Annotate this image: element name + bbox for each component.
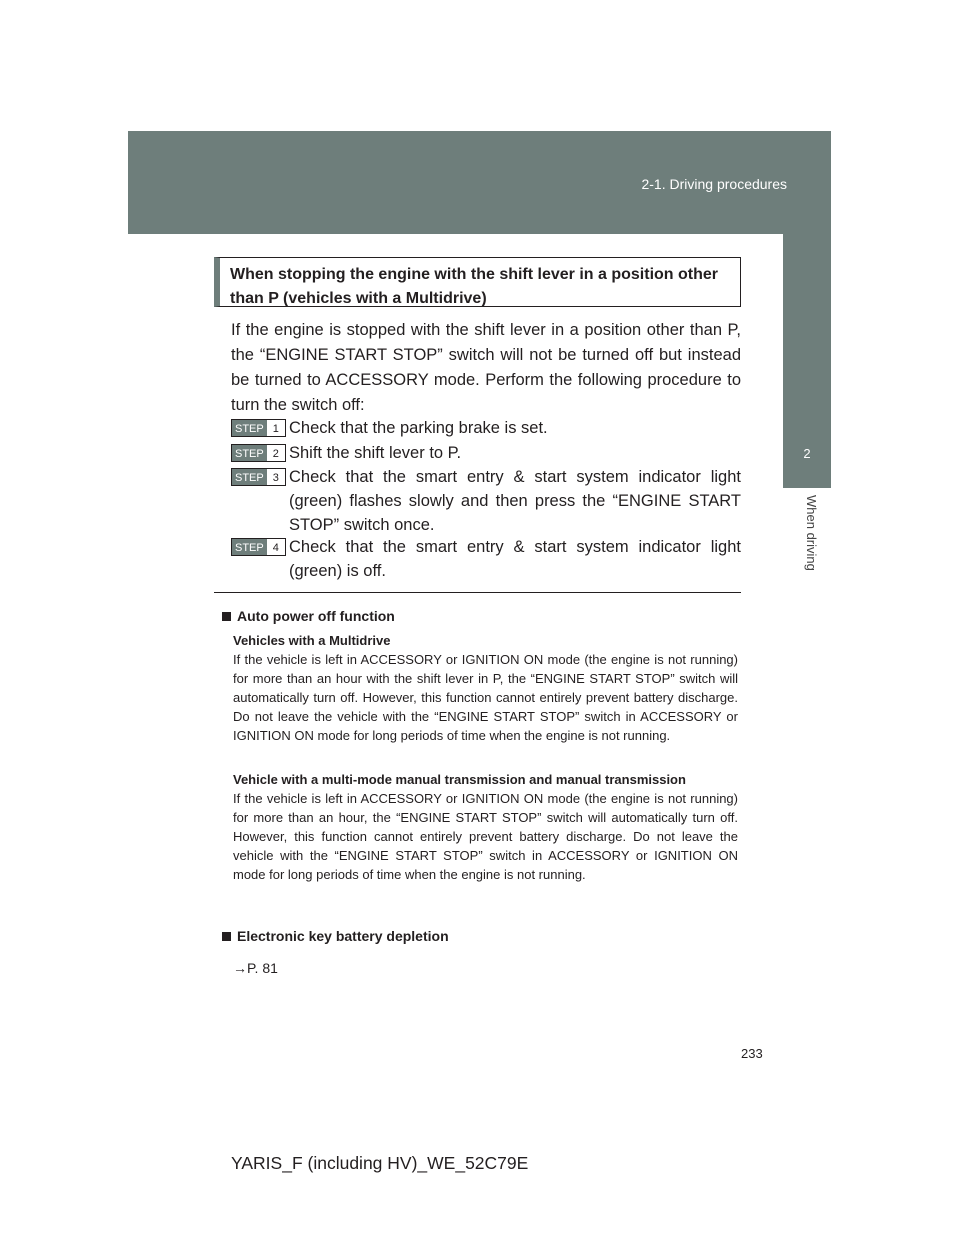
section-title: 2-1. Driving procedures xyxy=(641,176,787,192)
intro-paragraph: If the engine is stopped with the shift lever in a position other than P, the “ENGINE START STOP” switch will not be turned off but instead be turned to ACCESSORY mode. Perform the following procedure to turn the switch off: xyxy=(231,321,741,414)
chapter-tab xyxy=(783,234,831,488)
step-badge: STEP 3 xyxy=(231,468,286,486)
section-heading: When stopping the engine with the shift lever in a position other than P (vehicles with a Multidrive) xyxy=(214,257,741,307)
note-manual xyxy=(233,770,738,884)
note-text: If the vehicle is left in ACCESSORY or IGNITION ON mode (the engine is not running) for more than an hour, the “ENGINE START STOP” switch will automatically turn off. However, this function cannot entirely prevent battery discharge. Do not leave the vehicle with the “ENGINE START STOP” switch in ACCESSORY or IGNITION ON mode for long periods of time when the engine is not running. xyxy=(233,791,738,882)
page-number: 233 xyxy=(741,1046,763,1061)
step-text: Check that the smart entry & start system indicator light (green) is off. xyxy=(289,538,741,580)
step-badge: STEP 4 xyxy=(231,538,286,556)
note-multidrive xyxy=(233,631,738,745)
step-badge: STEP 2 xyxy=(231,444,286,462)
step-badge: STEP 1 xyxy=(231,419,286,437)
chapter-number: 2 xyxy=(803,446,811,461)
note-subheading: Vehicles with a Multidrive xyxy=(233,633,391,648)
note-subheading: Vehicle with a multi-mode manual transmission and manual transmission xyxy=(233,772,686,787)
note-heading-auto-off: Auto power off function xyxy=(222,606,395,626)
square-bullet-icon xyxy=(222,932,231,941)
footer-code: YARIS_F (including HV)_WE_52C79E xyxy=(231,1153,529,1173)
step-text: Shift the shift lever to P. xyxy=(289,444,462,462)
section-divider xyxy=(214,592,741,593)
header-bar xyxy=(128,131,831,234)
step-text: Check that the parking brake is set. xyxy=(289,419,548,437)
chapter-label: When driving xyxy=(804,495,819,571)
page-reference-link[interactable]: →P. 81 xyxy=(233,960,278,976)
note-heading-battery: Electronic key battery depletion xyxy=(222,926,449,946)
note-text: If the vehicle is left in ACCESSORY or IGNITION ON mode (the engine is not running) for more than an hour with the shift lever in P, the “ENGINE START STOP” switch will automatically turn off. However, this function cannot entirely prevent battery discharge. Do not leave the vehicle with the “ENGINE START STOP” switch in ACCESSORY or IGNITION ON mode for long periods of time when the engine is not running. xyxy=(233,652,738,743)
step-text: Check that the smart entry & start system indicator light (green) flashes slowly and then press the “ENGINE START STOP” switch once. xyxy=(289,468,741,534)
square-bullet-icon xyxy=(222,612,231,621)
